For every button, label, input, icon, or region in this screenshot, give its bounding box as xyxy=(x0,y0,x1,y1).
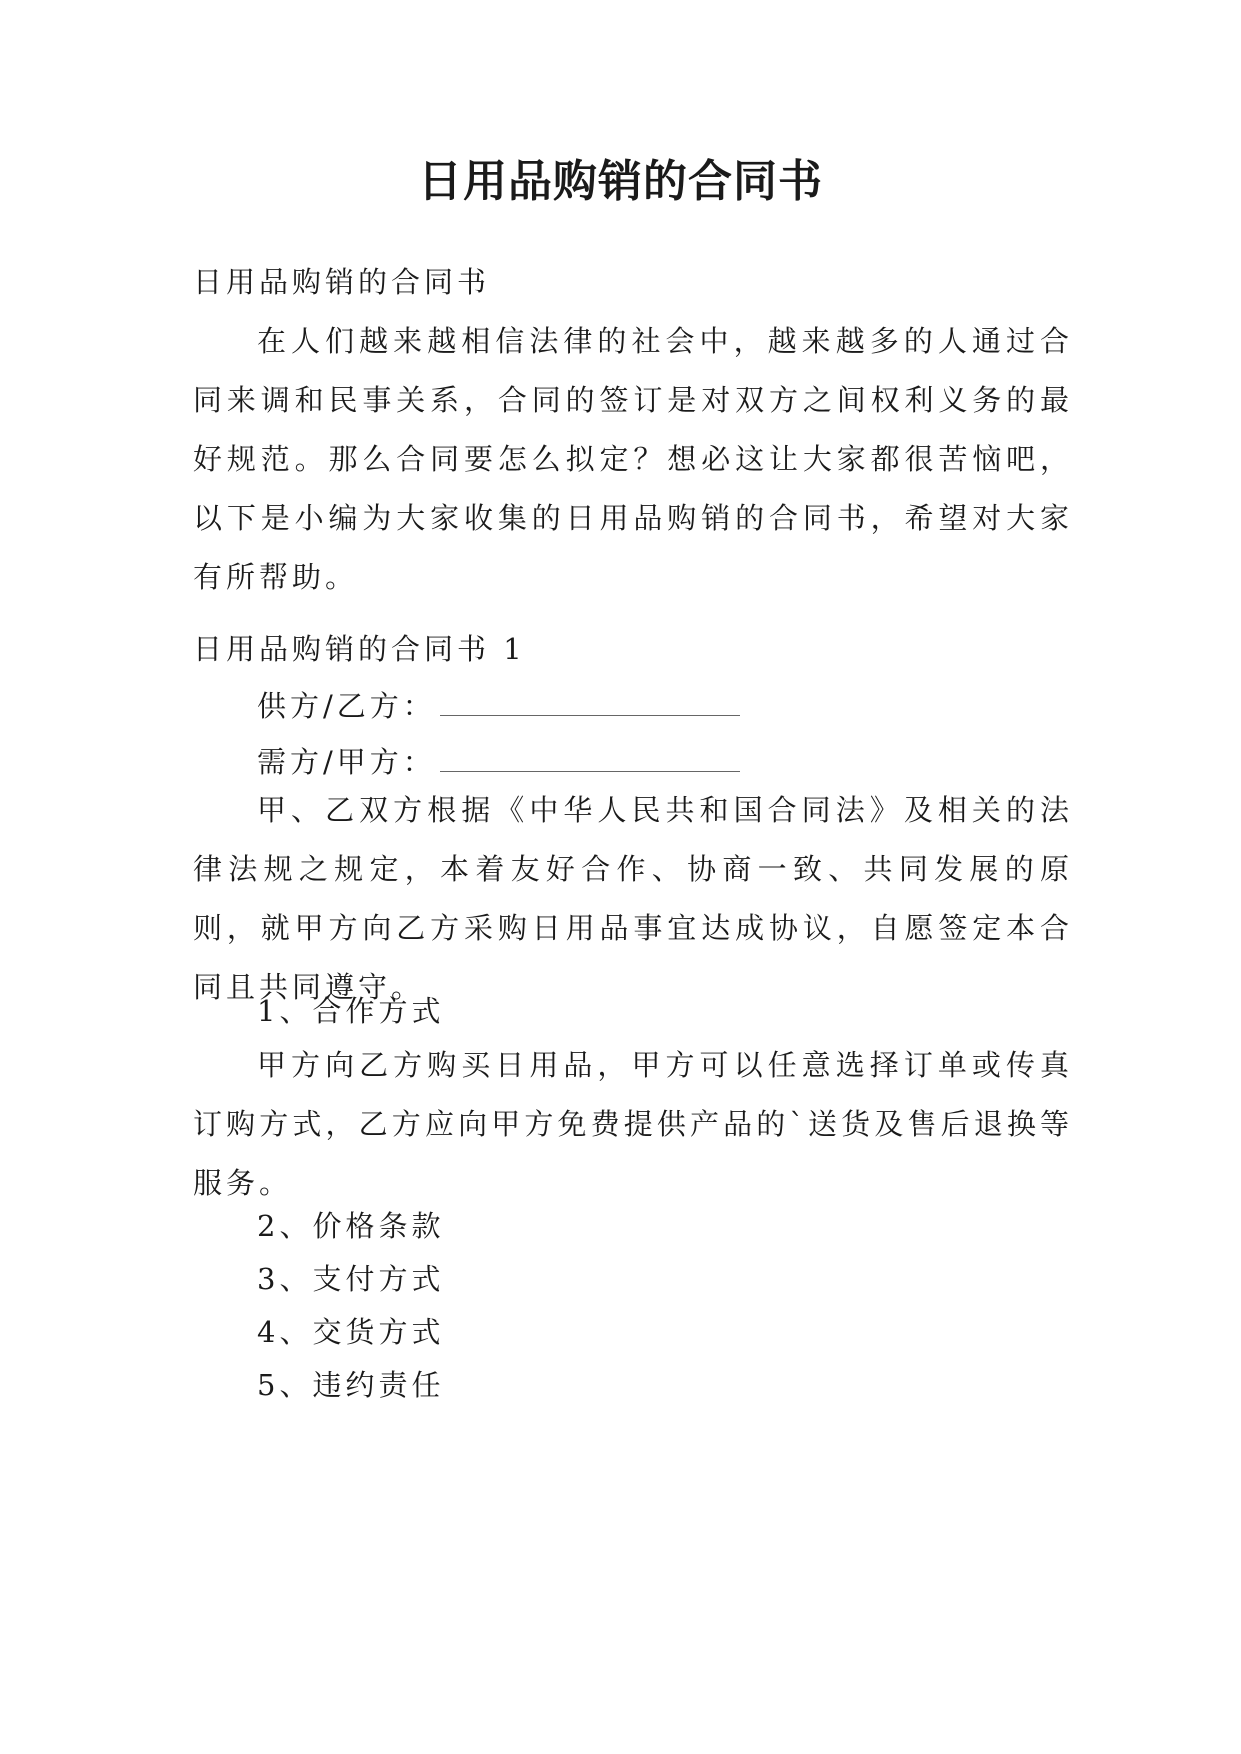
clause-5-title: 5、违约责任 xyxy=(257,1368,445,1402)
document-subtitle: 日用品购销的合同书 xyxy=(193,265,491,299)
buyer-label: 需方/甲方： xyxy=(257,745,436,779)
clause-1-title: 1、合作方式 xyxy=(257,994,445,1028)
preamble-paragraph: 甲、乙双方根据《中华人民共和国合同法》及相关的法律法规之规定，本着友好合作、协商一致、共同发展的原则，就甲方向乙方采购日用品事宜达成协议，自愿签定本合同且共同遵守。 xyxy=(193,793,1073,1004)
buyer-blank xyxy=(440,741,740,772)
document-title: 日用品购销的合同书 xyxy=(418,156,823,207)
section-heading: 日用品购销的合同书 1 xyxy=(193,632,526,666)
clause-3-title: 3、支付方式 xyxy=(257,1262,445,1296)
supplier-blank xyxy=(440,685,740,716)
clause-4-title: 4、交货方式 xyxy=(257,1315,445,1349)
supplier-label: 供方/乙方： xyxy=(257,689,436,723)
clause-1-text: 甲方向乙方购买日用品，甲方可以任意选择订单或传真订购方式，乙方应向甲方免费提供产品的`送货及售后退换等服务。 xyxy=(193,1048,1073,1200)
intro-paragraph: 在人们越来越相信法律的社会中，越来越多的人通过合同来调和民事关系，合同的签订是对双方之间权利义务的最好规范。那么合同要怎么拟定？想必这让大家都很苦恼吧，以下是小编为大家收集的日用品购销的合同书，希望对大家有所帮助。 xyxy=(193,324,1073,594)
supplier-line xyxy=(257,677,740,736)
clause-2-title: 2、价格条款 xyxy=(257,1209,445,1243)
